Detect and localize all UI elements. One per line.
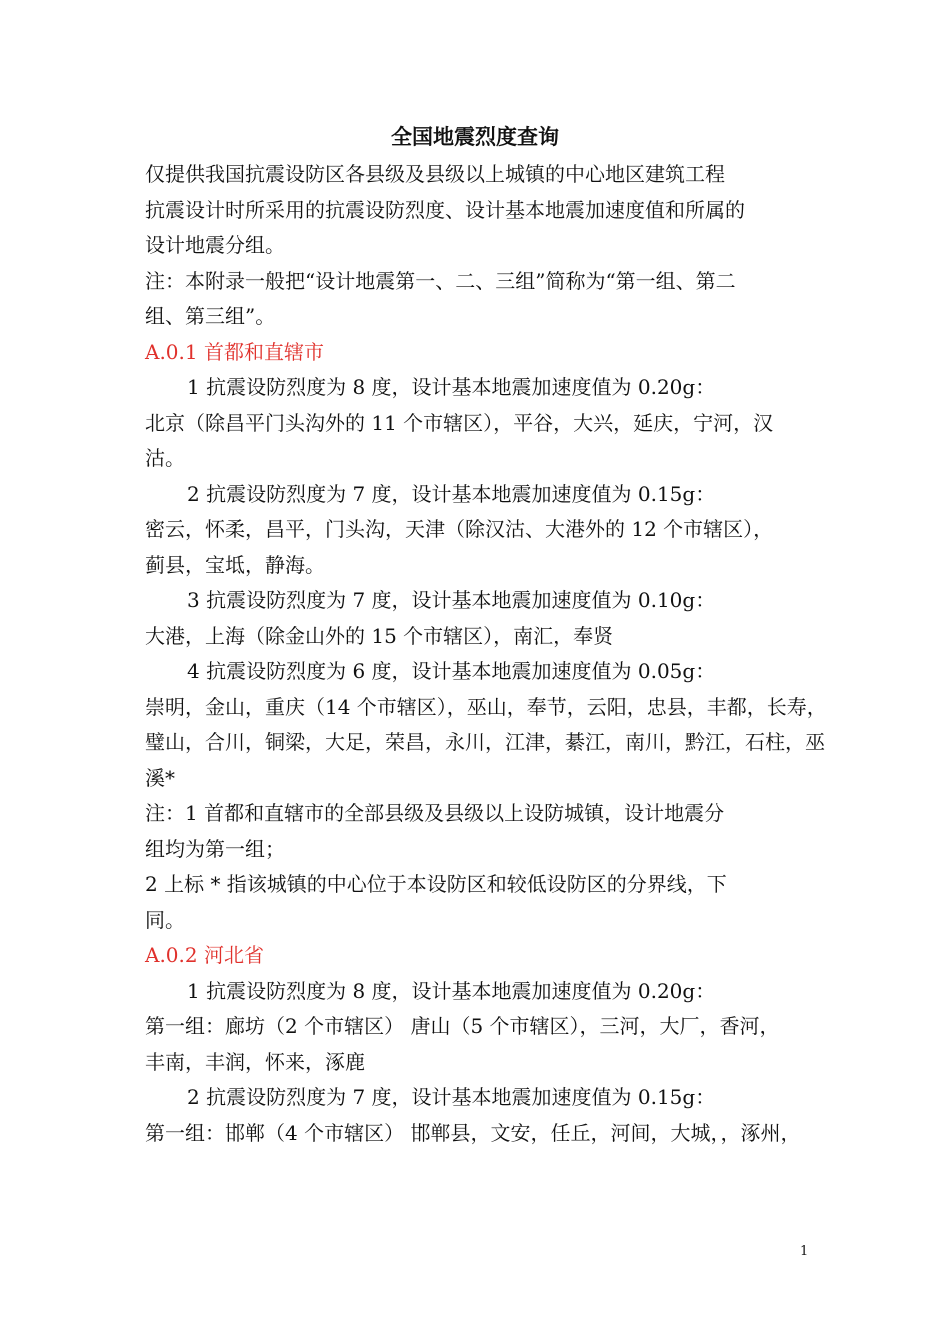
text-line: 丰南，丰润，怀来，涿鹿 — [145, 1049, 365, 1074]
text-line: 2 抗震设防烈度为 7 度，设计基本地震加速度值为 0.15g： — [187, 1085, 716, 1109]
text-line: 崇明，金山，重庆（14 个市辖区），巫山，奉节，云阳，忠县，丰都，长寿， — [145, 694, 827, 719]
text-line: 大港，上海（除金山外的 15 个市辖区），南汇，奉贤 — [145, 623, 614, 648]
text-line: 2 上标 * 指该城镇的中心位于本设防区和较低设防区的分界线，下 — [145, 872, 727, 896]
text-line: 蓟县，宝坻，静海。 — [145, 552, 325, 577]
text-line: 密云，怀柔，昌平，门头沟，天津（除汉沽、大港外的 12 个市辖区）， — [145, 517, 774, 541]
text-line: 1 抗震设防烈度为 8 度，设计基本地震加速度值为 0.20g： — [187, 375, 716, 399]
text-line: 璧山，合川，铜梁，大足，荣昌，永川，江津，綦江，南川，黔江，石柱，巫 — [145, 730, 825, 754]
text-line: 第一组：廊坊（2 个市辖区） 唐山（5 个市辖区），三河，大厂，香河， — [145, 1014, 780, 1038]
text-line: 仅提供我国抗震设防区各县级及县级以上城镇的中心地区建筑工程 — [145, 162, 725, 186]
text-line: 北京（除昌平门头沟外的 11 个市辖区），平谷，大兴，延庆，宁河，汉 — [145, 410, 774, 435]
text-line: 注：本附录一般把“设计地震第一、二、三组”简称为“第一组、第二 — [145, 268, 736, 293]
section-heading: A.0.2 河北省 — [145, 943, 264, 967]
text-line: 第一组：邯郸（4 个市辖区） 邯郸县，文安，任丘，河间，大城，，涿州， — [145, 1120, 801, 1145]
text-line: 沽。 — [145, 446, 185, 470]
text-line: 组均为第一组； — [145, 836, 285, 861]
document-body — [145, 157, 827, 1151]
text-line: 4 抗震设防烈度为 6 度，设计基本地震加速度值为 0.05g： — [187, 659, 716, 683]
text-line: 3 抗震设防烈度为 7 度，设计基本地震加速度值为 0.10g： — [187, 588, 716, 612]
text-line: 注：1 首都和直辖市的全部县级及县级以上设防城镇，设计地震分 — [145, 801, 725, 825]
text-line: 1 抗震设防烈度为 8 度，设计基本地震加速度值为 0.20g： — [187, 978, 716, 1003]
text-line: 组、第三组”。 — [145, 304, 276, 328]
text-line: 同。 — [145, 907, 185, 932]
text-line: 设计地震分组。 — [145, 233, 285, 257]
page-number: 1 — [800, 1244, 809, 1259]
text-line: 2 抗震设防烈度为 7 度，设计基本地震加速度值为 0.15g： — [187, 481, 716, 506]
page-title: 全国地震烈度查询 — [391, 125, 559, 149]
text-line: 溪* — [145, 765, 175, 790]
section-heading: A.0.1 首都和直辖市 — [145, 339, 324, 364]
text-line: 抗震设计时所采用的抗震设防烈度、设计基本地震加速度值和所属的 — [145, 197, 745, 222]
